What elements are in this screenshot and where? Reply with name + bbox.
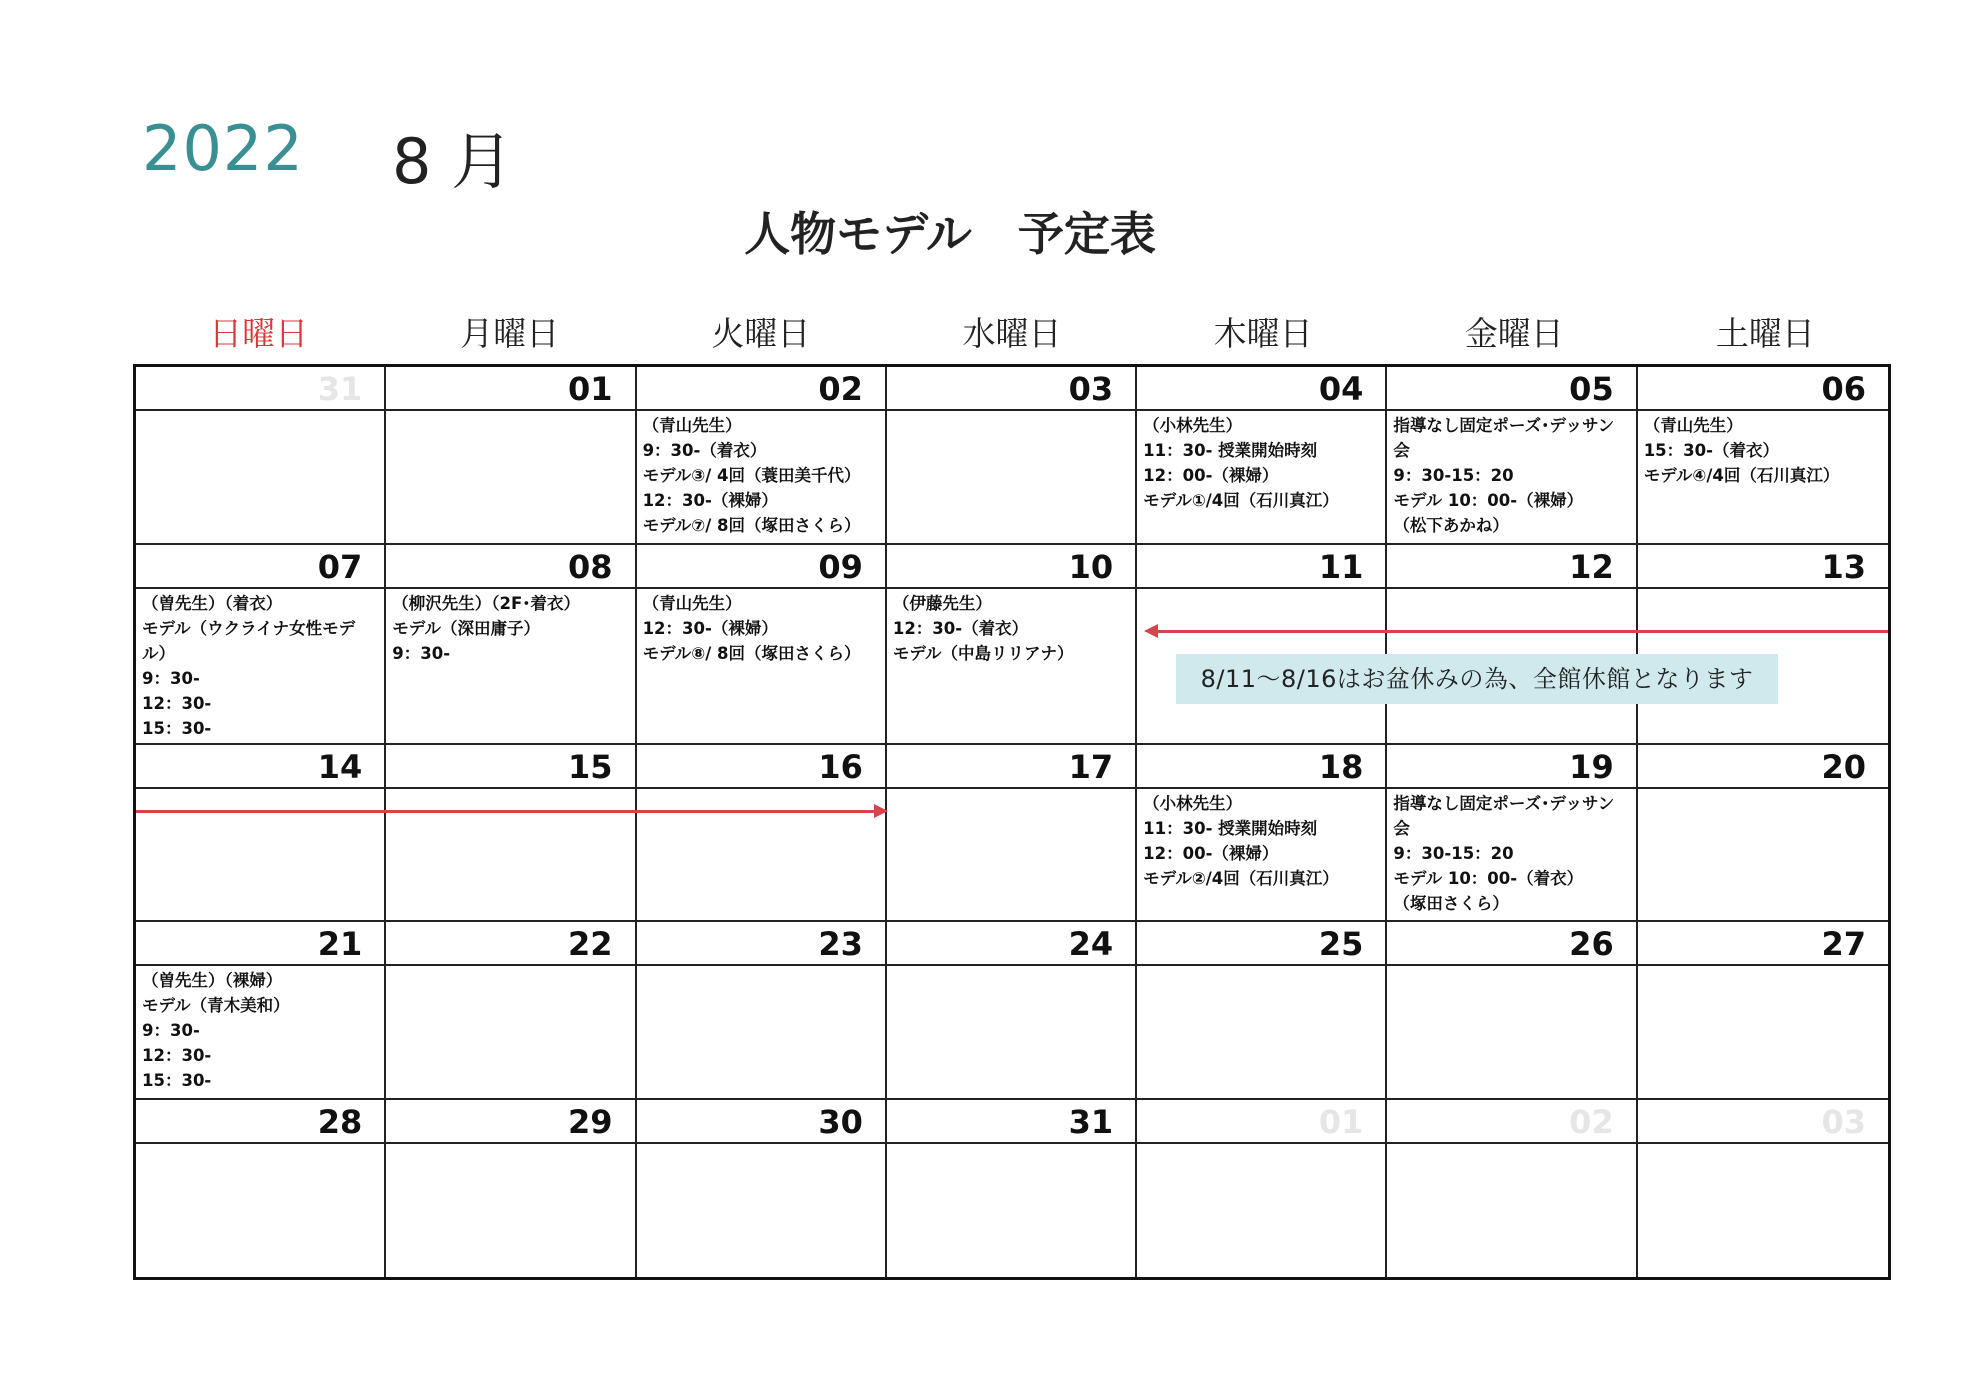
day-number: 12 [1387,545,1635,589]
day-schedule-notes: （曽先生）（裸婦） モデル（青木美和） 9：30- 12：30- 15：30- [142,971,290,1090]
calendar-day-cell [1137,1100,1387,1278]
day-schedule-notes [136,1144,384,1148]
calendar-day-cell [1387,1100,1637,1278]
calendar-day-cell [386,367,636,545]
holiday-arrow-line-week2 [1156,630,1888,633]
day-schedule-notes [637,966,885,970]
day-schedule-notes [637,1144,885,1148]
day-number: 03 [1638,1100,1888,1144]
day-schedule-notes [887,966,1135,970]
day-schedule-notes: （伊藤先生） 12：30-（着衣） モデル（中島リリアナ） [892,593,1074,663]
day-schedule-notes [1638,789,1888,793]
weekday-sunday: 日曜日 [209,314,309,353]
calendar-month: 8 月 [392,125,514,198]
calendar-day-cell [1387,745,1637,923]
day-schedule-notes [1638,1144,1888,1148]
calendar-day-cell [1387,367,1637,545]
day-number: 17 [887,745,1135,789]
day-schedule-notes: （小林先生） 11：30- 授業開始時刻 12：00-（裸婦） モデル②/4回（石川真江） [1143,793,1339,888]
day-number: 07 [136,545,384,589]
day-number: 09 [637,545,885,589]
day-schedule-notes [1387,589,1635,593]
day-number: 27 [1638,922,1888,966]
holiday-arrow-line-week3 [136,810,874,813]
day-number: 02 [1387,1100,1635,1144]
day-number: 14 [136,745,384,789]
day-schedule-notes [887,789,1135,793]
day-number: 01 [1137,1100,1385,1144]
calendar-day-cell [637,545,887,745]
calendar-day-cell [887,1100,1137,1278]
day-schedule-notes [136,411,384,415]
calendar-day-cell [136,1100,386,1278]
day-schedule-notes: 指導なし固定ポーズ･デッサン会 9：30-15：20 モデル 10：00-（裸婦） （松下あかね） [1393,416,1615,535]
day-number: 05 [1387,367,1635,411]
day-schedule-notes [1137,589,1385,593]
day-number: 01 [386,367,634,411]
day-schedule-notes [637,789,885,793]
arrow-right-icon [874,804,888,818]
calendar-day-cell [637,745,887,923]
day-number: 23 [637,922,885,966]
holiday-notice-banner: 8/11～8/16はお盆休みの為、全館休館となります [1176,654,1778,704]
calendar-day-cell [1137,367,1387,545]
arrow-left-icon [1144,624,1158,638]
day-number: 16 [637,745,885,789]
day-schedule-notes: （青山先生） 12：30-（裸婦） モデル⑧/ 8回（塚田さくら） [642,593,861,663]
day-schedule-notes [1638,589,1888,593]
day-schedule-notes: （青山先生） 9：30-（着衣） モデル③/ 4回（蓑田美千代） 12：30-（裸婦） モデル⑦/ 8回（塚田さくら） [642,416,861,535]
weekday-saturday: 土曜日 [1715,314,1815,353]
calendar-day-cell [1387,922,1637,1100]
calendar-day-cell [136,367,386,545]
day-schedule-notes [887,1144,1135,1148]
weekday-monday: 月曜日 [460,314,560,353]
day-number: 24 [887,922,1135,966]
day-number: 31 [136,367,384,411]
weekday-header-row [133,308,1891,358]
weekday-tuesday: 火曜日 [711,314,811,353]
day-schedule-notes: （曽先生）（着衣） モデル（ウクライナ女性モデル） 9：30- 12：30- 15：30- [142,593,356,738]
calendar-day-cell [1638,745,1888,923]
calendar-day-cell [1638,922,1888,1100]
day-schedule-notes [887,411,1135,415]
calendar-day-cell [386,545,636,745]
day-schedule-notes [386,789,634,793]
day-number: 18 [1137,745,1385,789]
calendar-day-cell [386,745,636,923]
page-title: 人物モデル 予定表 [744,207,1156,261]
calendar-day-cell [1638,1100,1888,1278]
day-schedule-notes [386,1144,634,1148]
day-schedule-notes [1638,966,1888,970]
day-schedule-notes: （柳沢先生）（2F･着衣） モデル（深田庸子） 9：30- [392,593,581,663]
calendar-day-cell [386,922,636,1100]
calendar-day-cell [1137,745,1387,923]
calendar-day-cell [1137,922,1387,1100]
day-schedule-notes [1387,1144,1635,1148]
day-number: 15 [386,745,634,789]
day-number: 20 [1638,745,1888,789]
weekday-thursday: 木曜日 [1213,314,1313,353]
day-schedule-notes: （小林先生） 11：30- 授業開始時刻 12：00-（裸婦） モデル①/4回（石川真江） [1143,416,1339,510]
day-number: 21 [136,922,384,966]
weekday-friday: 金曜日 [1464,314,1564,353]
day-number: 26 [1387,922,1635,966]
day-number: 13 [1638,545,1888,589]
calendar-day-cell [887,745,1137,923]
day-schedule-notes [1137,966,1385,970]
day-number: 22 [386,922,634,966]
calendar-day-cell [1638,545,1888,745]
calendar-day-cell [136,745,386,923]
day-number: 31 [887,1100,1135,1144]
day-number: 25 [1137,922,1385,966]
calendar-day-cell [1387,545,1637,745]
day-number: 06 [1638,367,1888,411]
day-number: 02 [637,367,885,411]
calendar-day-cell [637,367,887,545]
calendar-day-cell [136,545,386,745]
day-number: 29 [386,1100,634,1144]
day-number: 28 [136,1100,384,1144]
day-schedule-notes: （青山先生） 15：30-（着衣） モデル④/4回（石川真江） [1643,416,1840,485]
day-number: 11 [1137,545,1385,589]
weekday-wednesday: 水曜日 [962,314,1062,353]
day-number: 19 [1387,745,1635,789]
calendar-day-cell [637,922,887,1100]
calendar-day-cell [386,1100,636,1278]
calendar-day-cell [887,367,1137,545]
day-schedule-notes: 指導なし固定ポーズ･デッサン会 9：30-15：20 モデル 10：00-（着衣） （塚田さくら） [1393,793,1615,913]
day-schedule-notes [1387,966,1635,970]
calendar-day-cell [136,922,386,1100]
day-schedule-notes [136,789,384,793]
calendar-day-cell [887,922,1137,1100]
day-number: 10 [887,545,1135,589]
day-number: 30 [637,1100,885,1144]
calendar-day-cell [637,1100,887,1278]
day-schedule-notes [1137,1144,1385,1148]
day-schedule-notes [386,966,634,970]
day-number: 03 [887,367,1135,411]
calendar-day-cell [887,545,1137,745]
calendar-year: 2022 [142,112,304,185]
day-schedule-notes [386,411,634,415]
calendar-day-cell [1137,545,1387,745]
day-number: 04 [1137,367,1385,411]
calendar-grid [133,364,1891,1280]
day-number: 08 [386,545,634,589]
calendar-day-cell [1638,367,1888,545]
